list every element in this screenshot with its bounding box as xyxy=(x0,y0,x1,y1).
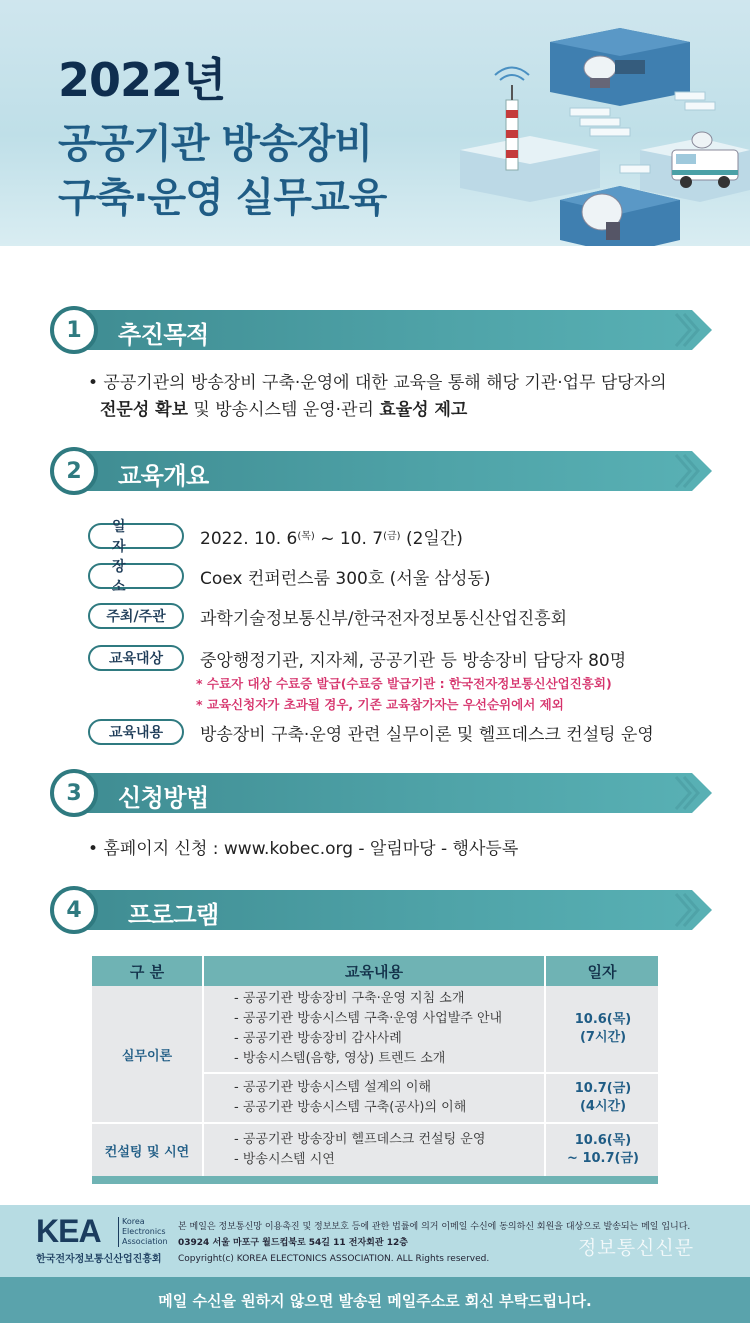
label-pill-target: 교육대상 xyxy=(88,645,184,671)
apply-text: • 홈페이지 신청 : www.kobec.org - 알림마당 - 행사등록 xyxy=(88,839,519,859)
table-header-cell: 구 분 xyxy=(92,956,204,986)
header-title-line1: 공공기관 방송장비 xyxy=(58,121,373,167)
list-item: - 공공기관 방송장비 구축·운영 지침 소개 xyxy=(234,991,465,1006)
overview-content: 방송장비 구축·운영 관련 실무이론 및 헬프데스크 컨설팅 운영 xyxy=(200,724,654,745)
section-number: 4 xyxy=(50,886,98,934)
header-title-line2: 구축·운영 실무교육 xyxy=(58,175,387,221)
overview-note1: * 수료자 대상 수료증 발급(수료증 발급기관 : 한국전자정보통신산업진흥회) xyxy=(196,676,612,691)
logo-text: KEA xyxy=(36,1213,101,1249)
overview-date: 2022. 10. $6^{(목)}$ ~ 10. $7^{(금)}$ (2일간) xyxy=(200,528,463,549)
table-body xyxy=(92,986,658,1176)
label-pill-host: 주최/주관 xyxy=(88,603,184,629)
chevron-right-icon xyxy=(672,890,700,930)
header-year: 2022년 xyxy=(58,53,226,107)
overview-row-target xyxy=(88,645,626,671)
label-pill-date: 일자 xyxy=(88,523,184,549)
footer xyxy=(0,1205,750,1277)
label-pill-place: 장소 xyxy=(88,563,184,589)
purpose-bold1: 전문성 확보 xyxy=(100,400,189,420)
section-title: 신청방법 xyxy=(118,784,209,812)
overview-row-place xyxy=(88,559,491,595)
list-item: - 공공기관 방송장비 헬프데스크 컨설팅 운영 xyxy=(234,1132,486,1147)
purpose-mid: 및 방송시스템 운영·관리 xyxy=(188,400,380,420)
overview-row-host xyxy=(88,603,567,629)
table-cell-date: 10.6(목) ~ 10.7(금) xyxy=(567,1133,639,1166)
chevron-right-icon xyxy=(672,310,700,350)
section-number: 1 xyxy=(50,306,98,354)
broadcast-equipment-illustration xyxy=(440,0,750,246)
logo-side-text: Korea Electronics Association xyxy=(118,1217,168,1247)
category-consult: 컨설팅 및 시연 xyxy=(92,1124,204,1176)
list-item: - 방송시스템(음향, 영상) 트렌드 소개 xyxy=(234,1051,446,1066)
overview-target: 중앙행정기관, 지자체, 공공기관 등 방송장비 담당자 80명 xyxy=(200,650,627,671)
unsubscribe-bar: 메일 수신을 원하지 않으면 발송된 메일주소로 회신 부탁드립니다. xyxy=(0,1277,750,1323)
broadcast-van-icon xyxy=(672,132,738,188)
footer-notice: 본 메일은 정보통신망 이용촉진 및 정보보호 등에 관한 법률에 의거 이메일 수신에 동의하신 회원을 대상으로 발송되는 메일 입니다. xyxy=(178,1222,691,1232)
section-title: 프로그램 xyxy=(128,901,219,929)
purpose-line1: • 공공기관의 방송장비 구축·운영에 대한 교육을 통해 해당 기관·업무 담당자의 xyxy=(88,373,667,393)
section-title: 추진목적 xyxy=(118,321,209,349)
overview-host: 과학기술정보통신부/한국전자정보통신산업진흥회 xyxy=(200,608,568,629)
section-header-program xyxy=(50,886,700,934)
program-table xyxy=(92,956,658,1184)
overview-note2: * 교육신청자가 초과될 경우, 기존 교육참가자는 우선순위에서 제외 xyxy=(196,697,564,712)
section-number: 2 xyxy=(50,447,98,495)
list-item: - 공공기관 방송시스템 설계의 이해 xyxy=(234,1080,432,1095)
header-banner xyxy=(0,0,750,246)
table-header-cell: 일자 xyxy=(546,956,658,986)
list-item: - 공공기관 방송시스템 구축(공사)의 이해 xyxy=(234,1100,467,1115)
table-header xyxy=(92,956,658,986)
overview-row-date xyxy=(88,519,463,555)
section-title: 교육개요 xyxy=(118,462,209,490)
list-item: - 공공기관 방송장비 감사사례 xyxy=(234,1031,402,1046)
purpose-text xyxy=(88,370,667,424)
label-pill-content: 교육내용 xyxy=(88,719,184,745)
footer-copyright: Copyright(c) KOREA ELECTONICS ASSOCIATION. ALL Rights reserved. xyxy=(178,1254,490,1264)
category-theory: 실무이론 xyxy=(92,986,204,1122)
table-cell-content xyxy=(204,1124,546,1176)
section-number: 3 xyxy=(50,769,98,817)
table-cell-date: 10.6(목) (7시간) xyxy=(574,1012,632,1045)
kea-logo xyxy=(36,1213,168,1265)
table-header-cell: 교육내용 xyxy=(204,956,546,986)
purpose-bold2: 효율성 제고 xyxy=(379,400,468,420)
table-cell-content xyxy=(204,986,546,1072)
footer-address: 03924 서울 마포구 월드컵북로 54길 11 전자회관 12층 xyxy=(178,1238,408,1248)
table-footer-bar xyxy=(92,1176,658,1184)
org-name: 한국전자정보통신산업진흥회 xyxy=(36,1254,162,1265)
chevron-right-icon xyxy=(672,773,700,813)
watermark: 정보통신신문 xyxy=(578,1237,695,1259)
list-item: - 방송시스템 시연 xyxy=(234,1152,335,1167)
section-header-overview xyxy=(50,447,700,495)
list-item: - 공공기관 방송시스템 구축·운영 사업발주 안내 xyxy=(234,1011,503,1026)
table-cell-date: 10.7(금) (4시간) xyxy=(574,1081,632,1114)
section-header-apply xyxy=(50,769,700,817)
overview-place: Coex 컨퍼런스룸 300호 (서울 삼성동) xyxy=(200,568,491,589)
overview-row-content xyxy=(88,719,654,745)
purpose-line2 xyxy=(88,397,667,424)
table-cell-content xyxy=(204,1074,546,1122)
chevron-right-icon xyxy=(672,451,700,491)
section-header-purpose xyxy=(50,306,700,354)
